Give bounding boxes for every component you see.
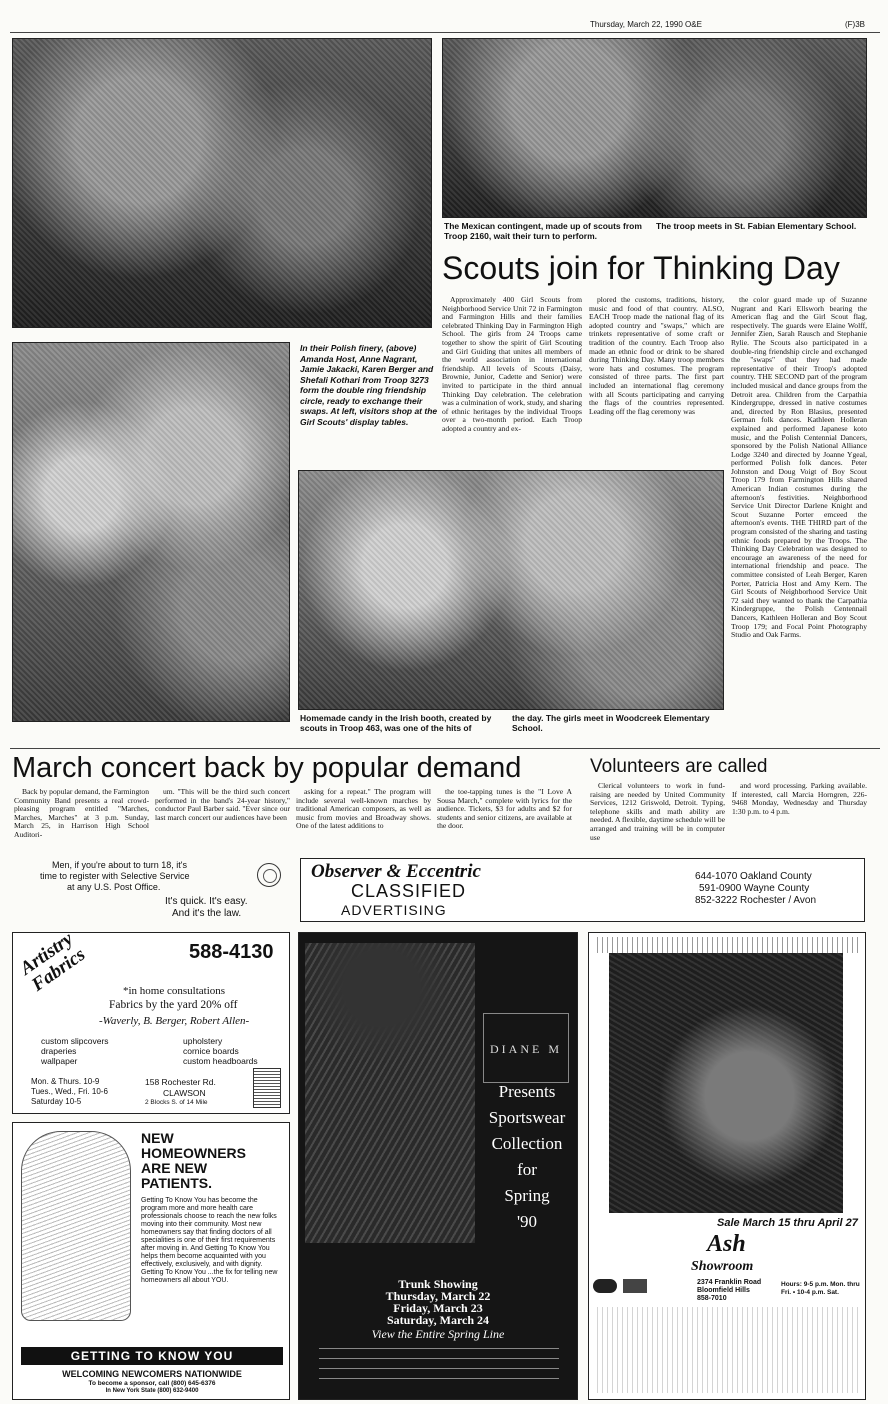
artistry-item: custom headboards bbox=[183, 1056, 258, 1066]
caption-mexican-b: The troop meets in St. Fabian Elementary School. bbox=[656, 221, 857, 231]
photo-polish-circle bbox=[12, 38, 432, 328]
gtky-welcome: WELCOMING NEWCOMERS NATIONWIDE bbox=[62, 1369, 242, 1379]
diane-text: Spring bbox=[504, 1186, 550, 1205]
concert-text-2: um. "This will be the third such concert performed in the band's 24-year history," conductor Paul Barber said. "Ever since our last march concert our audiences have been bbox=[155, 788, 290, 822]
ss-line-1: Men, if you're about to turn 18, it's bbox=[52, 860, 188, 870]
gtky-title: PATIENTS. bbox=[141, 1175, 213, 1191]
caption-candy-b: the day. The girls meet in Woodcreek Elementary School. bbox=[512, 713, 710, 733]
ss-line-4: It's quick. It's easy. bbox=[165, 896, 248, 907]
ss-line-5: And it's the law. bbox=[172, 908, 242, 919]
floral-border bbox=[593, 937, 861, 953]
diane-trunk: Saturday, March 24 bbox=[386, 1313, 490, 1327]
gtky-body: Getting To Know You has become the program more and more health care professionals choose to reach the new folks moving into their community. Most new homeowners say that finding doctors of all specialities is one of their first requirements after moving in. And Getting To Know You helps them become acquainted with you effectively, exclusively, and with dignity. Getting To Know You ...the fix for telling new homeowners all about YOU. bbox=[141, 1197, 278, 1284]
page-number: (F)3B bbox=[845, 20, 865, 29]
scouts-text-1: Approximately 400 Girl Scouts from Neighborhood Service Unit 72 in Farmington and Farmington Hills and their families celebrated Thinking Day in Farmington High School. The girls from 24 Troops came together to show the spirit of Girl Scouting and Girl Guiding that unites all members of the world association in international friendship. All levels of Scouts (Daisy, Brownie, Junior, Cadette and Senior) were invited to participate in the third annual Thinking Day celebration. The celebration was a culmination of work, study, and sharing of ethnic heritages by the individual Troops over a two-month period. Each Troop adopted a country and ex- bbox=[442, 296, 582, 433]
concert-headline: March concert back by popular demand bbox=[12, 752, 522, 784]
classified-word-1: CLASSIFIED bbox=[351, 881, 467, 901]
artistry-item: cornice boards bbox=[183, 1046, 239, 1056]
photo-mexican-contingent bbox=[442, 38, 867, 218]
rule bbox=[10, 32, 880, 33]
artistry-address: 2 Blocks S. of 14 Mile bbox=[145, 1099, 208, 1106]
concert-column-4 bbox=[437, 788, 572, 846]
gtky-title: NEW bbox=[141, 1130, 174, 1146]
diane-trunk: Thursday, March 22 bbox=[385, 1289, 491, 1303]
rule bbox=[10, 748, 880, 749]
diane-trunk: Friday, March 23 bbox=[393, 1301, 483, 1315]
caption-polish: In their Polish finery, (above) Amanda Host, Anne Nagrant, Jamie Jakacki, Karen Berger and Shefali Kothari from Troop 3273 form the double ring friendship circle, ready to exchange their swaps. At left, visitors shop at the Girl Scouts' display tables. bbox=[300, 343, 438, 427]
volunteers-text-2: and word processing. Parking available. If interested, call Marcia Horngren, 226-9468 Monday, Wednesday and Thursday 1:30 p.m. to 4 p.m. bbox=[732, 782, 867, 816]
model-photo bbox=[305, 943, 475, 1243]
concert-column-1 bbox=[14, 788, 149, 846]
artistry-hours: Tues., Wed., Fri. 10-6 bbox=[31, 1087, 108, 1096]
diane-text: for bbox=[517, 1160, 537, 1179]
artistry-fabrics-ad bbox=[12, 928, 290, 1114]
scouts-column-1 bbox=[442, 296, 582, 461]
diane-text: Sportswear bbox=[488, 1108, 566, 1127]
floral-border bbox=[593, 1307, 861, 1393]
ash-address: Bloomfield Hills bbox=[697, 1287, 750, 1294]
volunteers-column-1 bbox=[590, 782, 725, 848]
visa-icon bbox=[623, 1279, 647, 1293]
furniture-photo bbox=[609, 953, 843, 1213]
gtky-ny: In New York State (800) 632-9400 bbox=[105, 1388, 199, 1394]
getting-to-know-you-ad bbox=[12, 1122, 290, 1400]
volunteers-text-1: Clerical volunteers to work in fund-raising are needed by United Community Services, 1212 Griswold, Detroit. Typing, telephone skills and math ability are needed. A flexible, daytime schedule will be arranged and training will be in computer use bbox=[590, 782, 725, 842]
chair-icon bbox=[253, 1068, 281, 1108]
ash-showroom-ad bbox=[588, 932, 866, 1400]
scouts-text-3: the color guard made up of Suzanne Nugrant and Kari Ellsworh bearing the American flag and the Girl Scout flag, respectively. The guards were Elaine Wolff, Jennifer Zien, Sarah Rausch and Stephanie Rylie. The Scouts also participated in a double-ring friendship circle and exchanged the "swaps" that they had made representative of their Troop's adopted country. THE SECOND part of the program included musical and dance groups from the Detroit area. Children from the Carpathia Kindergruppe, dressed in native costumes and, directed by Ron Blasius, presented German folk dances. Kathleen Holleran explained and performed Japanese koto music, and the Polish Centennial Dancers, sponsored by the Polish National Alliance Lodge 3240 and directed by Joanne Ygeal, performed Polish folk dances. Peter Johnston and Doug Voigt of Boy Scout Troop 179 from Farmington Hills shared American Indian costumes during the afternoon's festivities. Neighborhood Service Unit Director Darlene Knight and Scout Suzanne Porter emceed the afternoon's events. THE THIRD part of the program consisted of the sharing and tasting ethnic foods prepared by the Troops. The Thinking Day Celebration was designed to encourage an awareness of the need for international friendship and peace. The committee consisted of Leah Berger, Karen Porter, Patricia Host and Amy Kern. The Girl Scouts of Neighborhood Service Unit 72 said they wanted to thank the Carpathia Kindergruppe, the Polish Centennail Dancers, Kathleen Holleran and Boy Scout Troop 179; and Focal Point Photography Studio and Oak Farms. bbox=[731, 296, 867, 640]
artistry-item: upholstery bbox=[183, 1036, 223, 1046]
volunteers-headline: Volunteers are called bbox=[590, 756, 768, 777]
concert-text-3: asking for a repeat." The program will include several well-known marches by traditional American composers, as well as music from movies and Broadway shows. One of the latest additions to bbox=[296, 788, 431, 831]
selective-service-ad bbox=[12, 858, 290, 922]
classified-brand: Observer & Eccentric bbox=[311, 861, 481, 882]
scouts-column-2 bbox=[589, 296, 724, 461]
ash-hours: Hours: 9-5 p.m. Mon. thru Fri. • 10-4 p.m. Sat. bbox=[781, 1281, 860, 1296]
photo-irish-booth bbox=[298, 470, 724, 710]
concert-column-3 bbox=[296, 788, 431, 846]
diane-logo: DIANE M bbox=[483, 1013, 569, 1083]
diane-text: Collection bbox=[491, 1134, 563, 1153]
classified-word-2: ADVERTISING bbox=[341, 902, 447, 918]
ss-line-3: at any U.S. Post Office. bbox=[67, 882, 161, 892]
artistry-address: CLAWSON bbox=[163, 1088, 206, 1098]
ash-showroom: Showroom bbox=[691, 1259, 754, 1274]
artistry-item: custom slipcovers bbox=[41, 1036, 109, 1046]
scouts-column-3 bbox=[731, 296, 867, 741]
classified-phone-2: 591-0900 Wayne County bbox=[699, 883, 810, 894]
ash-logo: Ash bbox=[707, 1231, 746, 1257]
photo-display-tables bbox=[12, 342, 290, 722]
classified-ad bbox=[300, 858, 865, 922]
artistry-logo: Artistry Fabrics bbox=[16, 928, 90, 996]
classified-phone-1: 644-1070 Oakland County bbox=[695, 871, 812, 882]
gtky-title: HOMEOWNERS bbox=[141, 1145, 246, 1161]
caption-mexican-a: The Mexican contingent, made up of scouts from Troop 2160, wait their turn to perform. bbox=[444, 221, 642, 241]
classified-phone-3: 852-3222 Rochester / Avon bbox=[695, 895, 817, 906]
artistry-hours: Mon. & Thurs. 10-9 bbox=[31, 1077, 100, 1086]
doctor-illustration-icon bbox=[21, 1131, 131, 1321]
caption-candy-a: Homemade candy in the Irish booth, created by scouts in Troop 463, was one of the hits of bbox=[300, 713, 492, 733]
artistry-line-1: *in home consultations bbox=[123, 985, 226, 997]
artistry-hours: Saturday 10-5 bbox=[31, 1097, 82, 1106]
ash-address: 858-7010 bbox=[697, 1295, 727, 1302]
scouts-text-2: plored the customs, traditions, history, music and food of that country. ALSO, EACH Troop made the national flag of its adopted country and "swaps," which are trinkets representative of some craft or tradition of the country. Each Troop also made an ethnic food or drink to be shared during Thinking Day. Many troop members wore hats and costumes. The program consisted of three parts. The first part included an international flag ceremony with all Scouts participating and carrying the flags of the countries represented. Leading off the flag ceremony was bbox=[589, 296, 724, 416]
gtky-sponsor: To become a sponsor, call (800) 645-6376 bbox=[88, 1380, 216, 1387]
gtky-title: ARE NEW bbox=[141, 1160, 208, 1176]
artistry-item: draperies bbox=[41, 1046, 77, 1056]
ash-address: 2374 Franklin Road bbox=[697, 1279, 762, 1286]
ash-sale: Sale March 15 thru April 27 bbox=[717, 1217, 858, 1229]
seal-icon bbox=[257, 863, 281, 887]
artistry-line-3: -Waverly, B. Berger, Robert Allen- bbox=[99, 1015, 250, 1027]
concert-column-2 bbox=[155, 788, 290, 846]
gtky-banner: GETTING TO KNOW YOU bbox=[21, 1347, 283, 1365]
ss-line-2: time to register with Selective Service bbox=[40, 871, 190, 881]
diane-address-lines bbox=[319, 1345, 559, 1383]
artistry-item: wallpaper bbox=[41, 1056, 78, 1066]
scouts-headline: Scouts join for Thinking Day bbox=[442, 250, 840, 286]
artistry-line-2: Fabrics by the yard 20% off bbox=[109, 999, 238, 1011]
artistry-address: 158 Rochester Rd. bbox=[145, 1077, 216, 1087]
diane-trunk: View the Entire Spring Line bbox=[371, 1327, 505, 1341]
concert-text-1: Back by popular demand, the Farmington Community Band presents a real crowd-pleasing program entitled "Marches, Marches, Marches" at 3 p.m. Sunday, March 25, in Harrison High School Auditori- bbox=[14, 788, 149, 839]
mastercard-icon bbox=[593, 1279, 617, 1293]
diane-m-ad bbox=[298, 932, 578, 1400]
diane-trunk: Trunk Showing bbox=[398, 1277, 478, 1291]
diane-text: '90 bbox=[516, 1212, 538, 1231]
diane-text: Presents bbox=[498, 1082, 556, 1101]
concert-text-4: the toe-tapping tunes is the "I Love A Sousa March," complete with lyrics for the audience. Tickets, $3 for adults and $2 for students and senior citizens, are available at the door. bbox=[437, 788, 572, 831]
dateline: Thursday, March 22, 1990 O&E bbox=[590, 20, 702, 29]
volunteers-column-2 bbox=[732, 782, 867, 848]
artistry-phone: 588-4130 bbox=[189, 941, 274, 963]
